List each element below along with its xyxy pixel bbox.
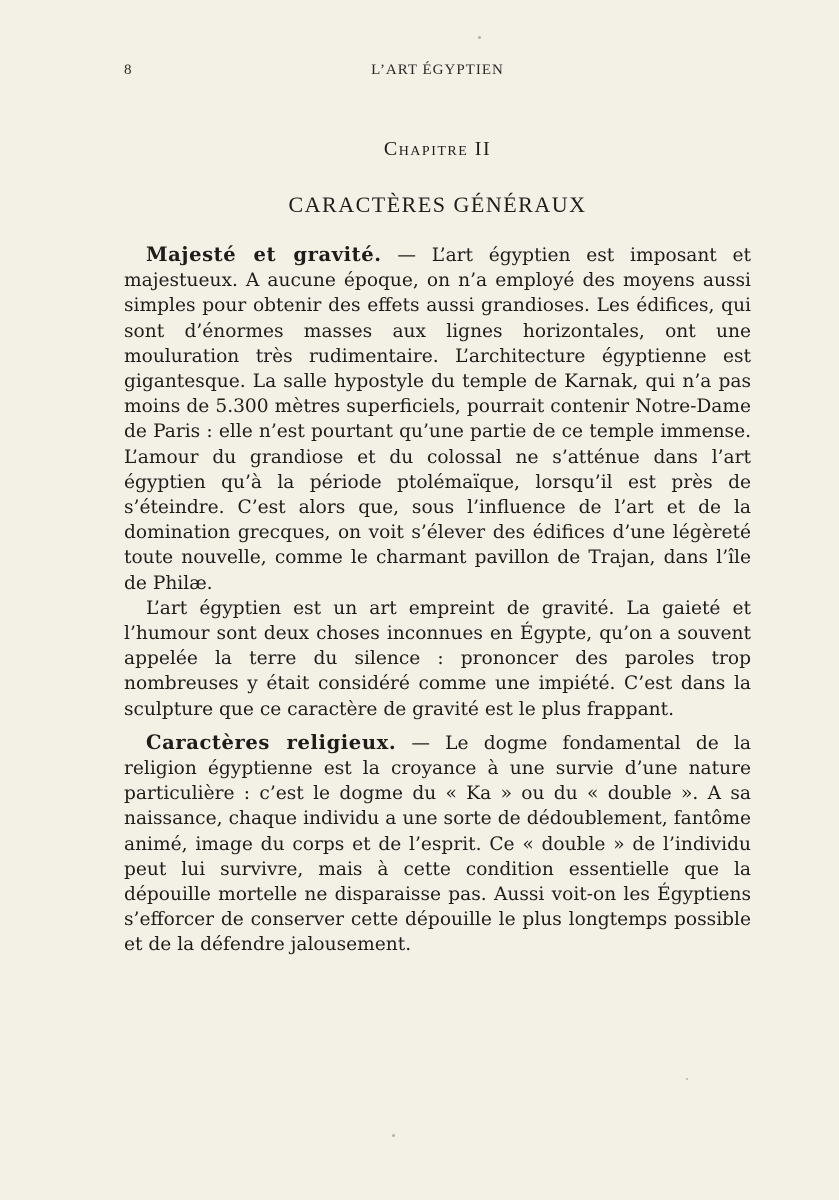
page-number: 8 [124,62,132,78]
chapter-label: Chapitre II [383,138,492,160]
running-head [124,62,751,82]
paper-speck [392,1134,395,1137]
section-heading-religieux: Caractères religieux. [146,730,397,754]
section-heading-majeste: Majesté et gravité. [146,243,382,266]
chapter-title: CARACTÈRES GÉNÉRAUX [288,192,587,217]
paragraph-majeste-1 [124,242,751,596]
paragraph-religieux-1-text: — Le dogme fondamental de la religion égyptienne est la croyance à une survie d’une nature particulière : c’est le dogme du « Ka » ou du « double ». A sa naissance, chaque individu a une sorte de dédoublement, fantôme animé, image du corps et de l’esprit. Ce « double » de l’individu peut lui survivre, mais à cette condition essentielle que la dépouille mortelle ne disparaisse pas. Aussi voit-on les Égyptiens s’efforcer de conserver cette dépouille le plus longtemps possible et de la défendre jalousement. [124,732,751,956]
paper-speck [478,36,481,39]
paragraph-majeste-1-text: — L’art égyptien est imposant et majestueux. A aucune époque, on n’a employé des moyens aussi simples pour obtenir des effets aussi grandioses. Les édifices, qui sont d’énormes masses aux lignes horizontales, ont une mouluration très rudimentaire. L’architecture égyptienne est gigantesque. La salle hypostyle du temple de Karnak, qui n’a pas moins de 5.300 mètres superficiels, pourrait contenir Notre-Dame de Paris : elle n’est pourtant qu’une partie de ce temple immense. L’amour du grandiose et du colossal ne s’atténue dans l’art égyptien qu’à la période ptolémaïque, lorsqu’il est près de s’éteindre. C’est alors que, sous l’influence de l’art et de la domination grecques, on voit s’élever des édifices d’une légèreté toute nouvelle, comme le charmant pavillon de Trajan, dans l’île de Philæ. [124,245,751,594]
book-title: L’ART ÉGYPTIEN [371,62,504,78]
body-text [124,242,751,958]
paragraph-majeste-2: L’art égyptien est un art empreint de gravité. La gaieté et l’humour sont deux choses inconnues en Égypte, qu’on a souvent appelée la terre du silence : prononcer des paroles trop nombreuses y était considéré comme une impiété. C’est dans la sculpture que ce caractère de gravité est le plus frappant. [124,597,751,720]
paper-speck [686,1078,688,1080]
paragraph-religieux-1 [124,730,751,958]
